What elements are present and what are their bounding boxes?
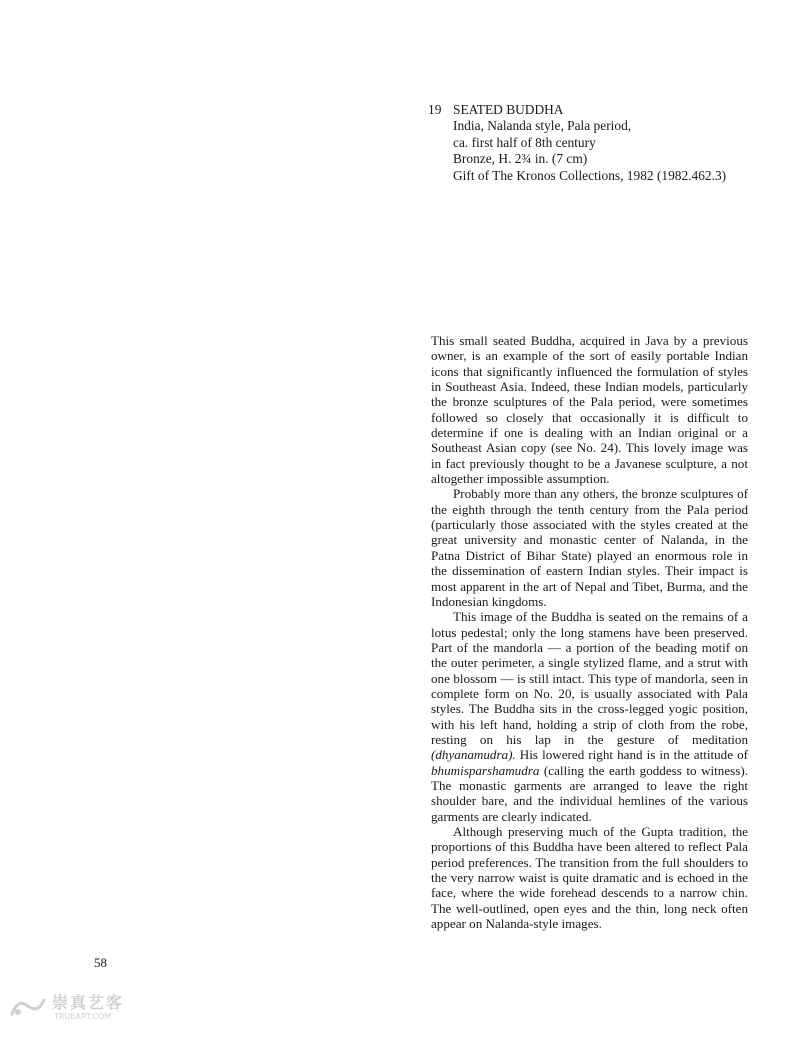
caption-title: SEATED BUDDHA [453, 102, 564, 117]
caption-credit: Gift of The Kronos Collections, 1982 (1982.462.3) [453, 167, 727, 183]
term-bhumisparshamudra: bhumisparshamudra [431, 762, 540, 778]
watermark-subtext: TRUEART.COM [54, 1012, 112, 1021]
page-number: 58 [94, 955, 107, 970]
paragraph-1: This small seated Buddha, acquired in Java by a previous owner, is an example of the sort of easily portable Indian icons that significantly influenced the formulation of styles in Southeast Asia. Indeed, these Indian models, particularly the bronze sculptures of the Pala period, were sometimes followed so closely that occasionally it is difficult to determine if one is dealing with an Indian original or a Southeast Asian copy (see No. 24). This lovely image was in fact previously thought to be a Javanese sculpture, a not altogether impossible assumption. [431, 333, 748, 487]
watermark-logo-icon [8, 994, 48, 1020]
paragraph-3-part-b: His lowered right hand is in the attitude of [515, 747, 748, 763]
caption-date: ca. first half of 8th century [453, 134, 596, 150]
paragraph-3 [431, 609, 748, 824]
caption-material: Bronze, H. 2¾ in. (7 cm) [453, 151, 588, 167]
caption-origin: India, Nalanda style, Pala period, [453, 118, 632, 134]
catalog-number: 19 [428, 102, 442, 117]
paragraph-3-part-a: This image of the Buddha is seated on the remains of a lotus pedestal; only the long stamens have been preserved. Part of the mandorla — a portion of the beading motif on the outer perimeter, a single stylized flame, and a strut with one blossom — is still intact. This type of mandorla, seen in complete form on No. 20, is usually associated with Pala styles. The Buddha sits in the cross-legged yogic position, with his left hand, holding a strip of cloth from the robe, resting on his lap in the gesture of meditation [431, 609, 748, 747]
paragraph-3-part-c: (calling the earth goddess to witness). The monastic garments are arranged to leave the right shoulder bare, and the individual hemlines of the various garments are clearly indicated. [431, 762, 748, 824]
catalog-caption [428, 102, 788, 184]
essay-text [431, 333, 748, 931]
watermark-text: 崇真艺客 [52, 993, 125, 1012]
paragraph-4: Although preserving much of the Gupta tradition, the proportions of this Buddha have been altered to reflect Pala period preferences. The transition from the full shoulders to the very narrow waist is quite dramatic and is echoed in the face, where the wide forehead descends to a narrow chin. The well-outlined, open eyes and the thin, long neck often appear on Nalanda-style images. [431, 824, 748, 932]
watermark [8, 990, 158, 1030]
paragraph-2: Probably more than any others, the bronze sculptures of the eighth through the tenth century from the Pala period (particularly those associated with the styles created at the great university and monastic center of Nalanda, in the Patna District of Bihar State) played an enormous role in the dissemination of eastern Indian styles. Their impact is most apparent in the art of Nepal and Tibet, Burma, and the Indonesian kingdoms. [431, 486, 748, 609]
term-dhyanamudra: (dhyanamudra). [431, 747, 516, 763]
